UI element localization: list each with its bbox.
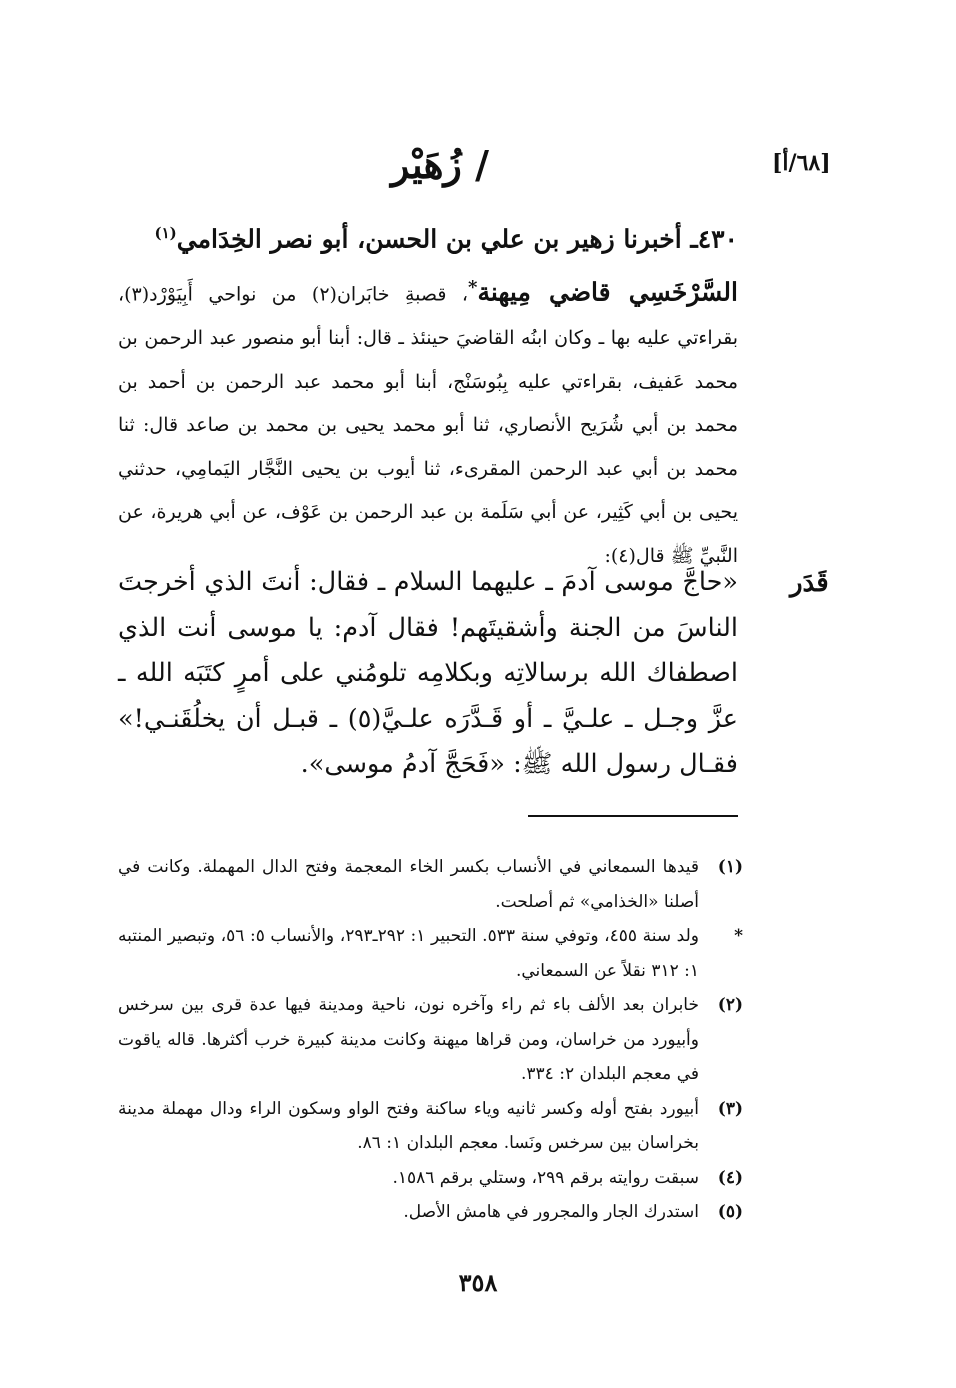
entry-heading-line1: ٤٣٠ـ أخبرنا زهير بن علي بن الحسن، أبو نصر الخِدَامي: [176, 224, 738, 254]
footnote-item: [118, 919, 743, 988]
footnote-number: (٣): [717, 1098, 743, 1119]
footnote-text: أبيورد بفتح أوله وكسر ثانيه وياء ساكنة وفتح الواو وسكون الراء ودال مهملة مدينة بخراسان بين سرخس ونَسا. معجم البلدان ١: ٨٦.: [118, 1098, 699, 1153]
star-mark: *: [468, 277, 478, 299]
isnad-chain: ، قصبةِ خابَران(٢) من نواحي أَبِيَوْرْد(٣)، بقراءتي عليه بها ـ وكان ابنُه القاضيَ حينئذ ـ قال: أبنا أبو منصور عبد الرحمن بن محمد عَفيف، بقراءتي عليه بِبُوسَنْج، أبنا أبو محمد عبد الرحمن بن أحمد بن محمد بن أبي شُرَيح الأنصاري، ثنا أبو محمد يحيى بن محمد بن صاعد قال: ثنا محمد بن أبي عبد الرحمن المقرىء، ثنا أيوب بن يحيى النَّجَّار اليَمامِي، حدثني يحيى بن أبي كَثِير، عن أبي سَلَمة بن عبد الرحمن بن عَوْف، عن أبي هريرة، عن النَّبيِّ ﷺ قال(٤):: [118, 283, 738, 567]
entry-heading: [118, 206, 738, 266]
hadith-entry-430: [118, 206, 738, 578]
footnote-number: (٢): [717, 995, 743, 1015]
footnote-item: [118, 988, 743, 1092]
footnote-mark-1: (١): [154, 224, 177, 242]
footnote-number: (١): [717, 857, 743, 877]
footnote-text: سبقت روايته برقم ٢٩٩، وستلي برقم ١٥٨٦.: [392, 1167, 699, 1188]
footnote-text: قيدها السمعاني في الأنساب بكسر الخاء المعجمة وفتح الدال المهملة. وكانت في أصلنا «الخذامي» ثم أصلحت.: [118, 857, 699, 912]
footnote-text: ولد سنة ٤٥٥، وتوفي سنة ٥٣٣. التحبير ١: ٢٩٢ـ٢٩٣، والأنساب ٥: ٥٦، وتبصير المنتبه ١: ٣١٢ نقلاً عن السمعاني.: [118, 926, 699, 981]
hadith-matn: «حاجَّ موسى آدمَ ـ عليهما السلام ـ فقال: أنتَ الذي أخرجتَ الناسَ من الجنة وأشقيتَهم! فقال آدم: يا موسى أنت الذي اصطفاك الله برسالاتِه وبكلامِه تلومُني على أمرٍ كتَبَه الله ـ عزَّ وجـل ـ علـيَّ ـ أو قَـدَّرَه علـيَّ(٥) ـ قبـل أن يخلُقَنـي!» فقـال رسول الله ﷺ: «فَحَجَّ آدمُ موسى».: [118, 567, 738, 779]
footnote-divider: [528, 815, 738, 817]
entry-heading-line2: السَّرْخَسِي قاضي مِيهنة: [477, 277, 738, 307]
footnote-text: خابران بعد الألف باء ثم راء وآخره نون، ناحية ومدينة فيها عدة قرى بين سرخس وأبيورد من خراسان، ومن قراها ميهنة وكانت مدينة كبيرة خرب أكثرها. قاله ياقوت في معجم البلدان ٢: ٣٣٤.: [118, 995, 699, 1084]
footnote-item: [118, 1161, 743, 1196]
margin-keyword: قَدَر: [790, 568, 829, 598]
section-title: / زُهَيْر: [391, 142, 489, 187]
footnote-number: *: [734, 926, 743, 946]
footnote-number: (٥): [717, 1202, 743, 1222]
footnote-item: [118, 1092, 743, 1161]
footnotes-list: [118, 850, 743, 1230]
footnote-text: استدرك الجار والمجرور في هامش الأصل.: [403, 1202, 699, 1222]
page-number: ٣٥٨: [458, 1268, 498, 1297]
footnote-number: (٤): [717, 1167, 743, 1188]
footnote-item: [118, 850, 743, 919]
footnote-item: [118, 1195, 743, 1230]
manuscript-folio-reference: [٦٨/أ]: [772, 150, 831, 176]
isnad-text: [118, 266, 738, 578]
